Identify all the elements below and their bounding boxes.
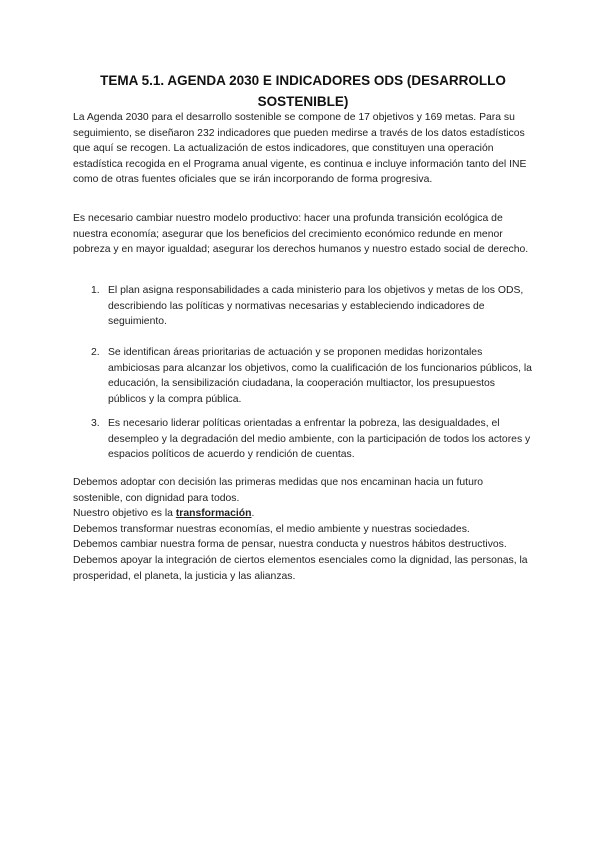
transformation-keyword: transformación <box>175 508 252 520</box>
list-item <box>73 283 533 330</box>
closing-line-transform: Debemos transformar nuestras economías, el medio ambiente y nuestras sociedades. <box>73 523 470 535</box>
list-item-number: 2. <box>91 347 100 358</box>
list-item-text: Se identifican áreas prioritarias de actuación y se proponen medidas horizontales ambiciosas para alcanzar los objetivos, como la cualificación de los funcionarios públicos, la educación, la sensibilización ciudadana, la cooperación multiactor, los presupuestos públicos y la compra pública. <box>108 347 532 405</box>
closing-line-objective <box>73 506 533 522</box>
objective-suffix: . <box>251 508 255 520</box>
list-item-text: Es necesario liderar políticas orientadas a enfrentar la pobreza, las desigualdades, el desempleo y la degradación del medio ambiente, con la participación de todos los actores y espacios políticos de acuerdo y rendición de cuentas. <box>108 418 531 461</box>
intro-paragraph: La Agenda 2030 para el desarrollo sostenible se compone de 17 objetivos y 169 metas. Para su seguimiento, se diseñaron 232 indicadores que pueden medirse a través de los datos estadísticos que aquí se recogen. La actualización de estos indicadores, que constituyen una operación estadística recogida en el Programa anual vigente, es continua e incluye información tanto del INE como de otras fuentes oficiales que se irán incorporando de forma progresiva. <box>73 112 527 186</box>
list-item <box>73 345 533 407</box>
closing-section <box>73 475 533 584</box>
list-item-number: 3. <box>91 418 100 429</box>
list-item-number: 1. <box>91 285 100 296</box>
objective-prefix: Nuestro objetivo es la <box>73 508 176 520</box>
closing-line-decision: Debemos adoptar con decisión las primeras medidas que nos encaminan hacia un futuro sostenible, con dignidad para todos. <box>73 477 484 504</box>
document-title: TEMA 5.1. AGENDA 2030 E INDICADORES ODS (DESARROLLO SOSTENIBLE) <box>100 73 506 109</box>
productive-model-paragraph: Es necesario cambiar nuestro modelo productivo: hacer una profunda transición ecológica de nuestra economía; asegurar que los beneficios del crecimiento económico redunde en menor pobreza y en mayor igualdad; asegurar los derechos humanos y nuestro estado social de derecho. <box>73 213 529 256</box>
closing-line-change: Debemos cambiar nuestra forma de pensar, nuestra conducta y nuestros hábitos destructivos. <box>73 539 507 551</box>
list-item <box>73 416 533 463</box>
closing-line-support: Debemos apoyar la integración de ciertos elementos esenciales como la dignidad, las personas, la prosperidad, el planeta, la justicia y las alianzas. <box>73 554 528 582</box>
list-item-text: El plan asigna responsabilidades a cada ministerio para los objetivos y metas de los ODS, describiendo las políticas y normativas necesarias y estableciendo indicadores de seguimiento. <box>108 285 524 328</box>
